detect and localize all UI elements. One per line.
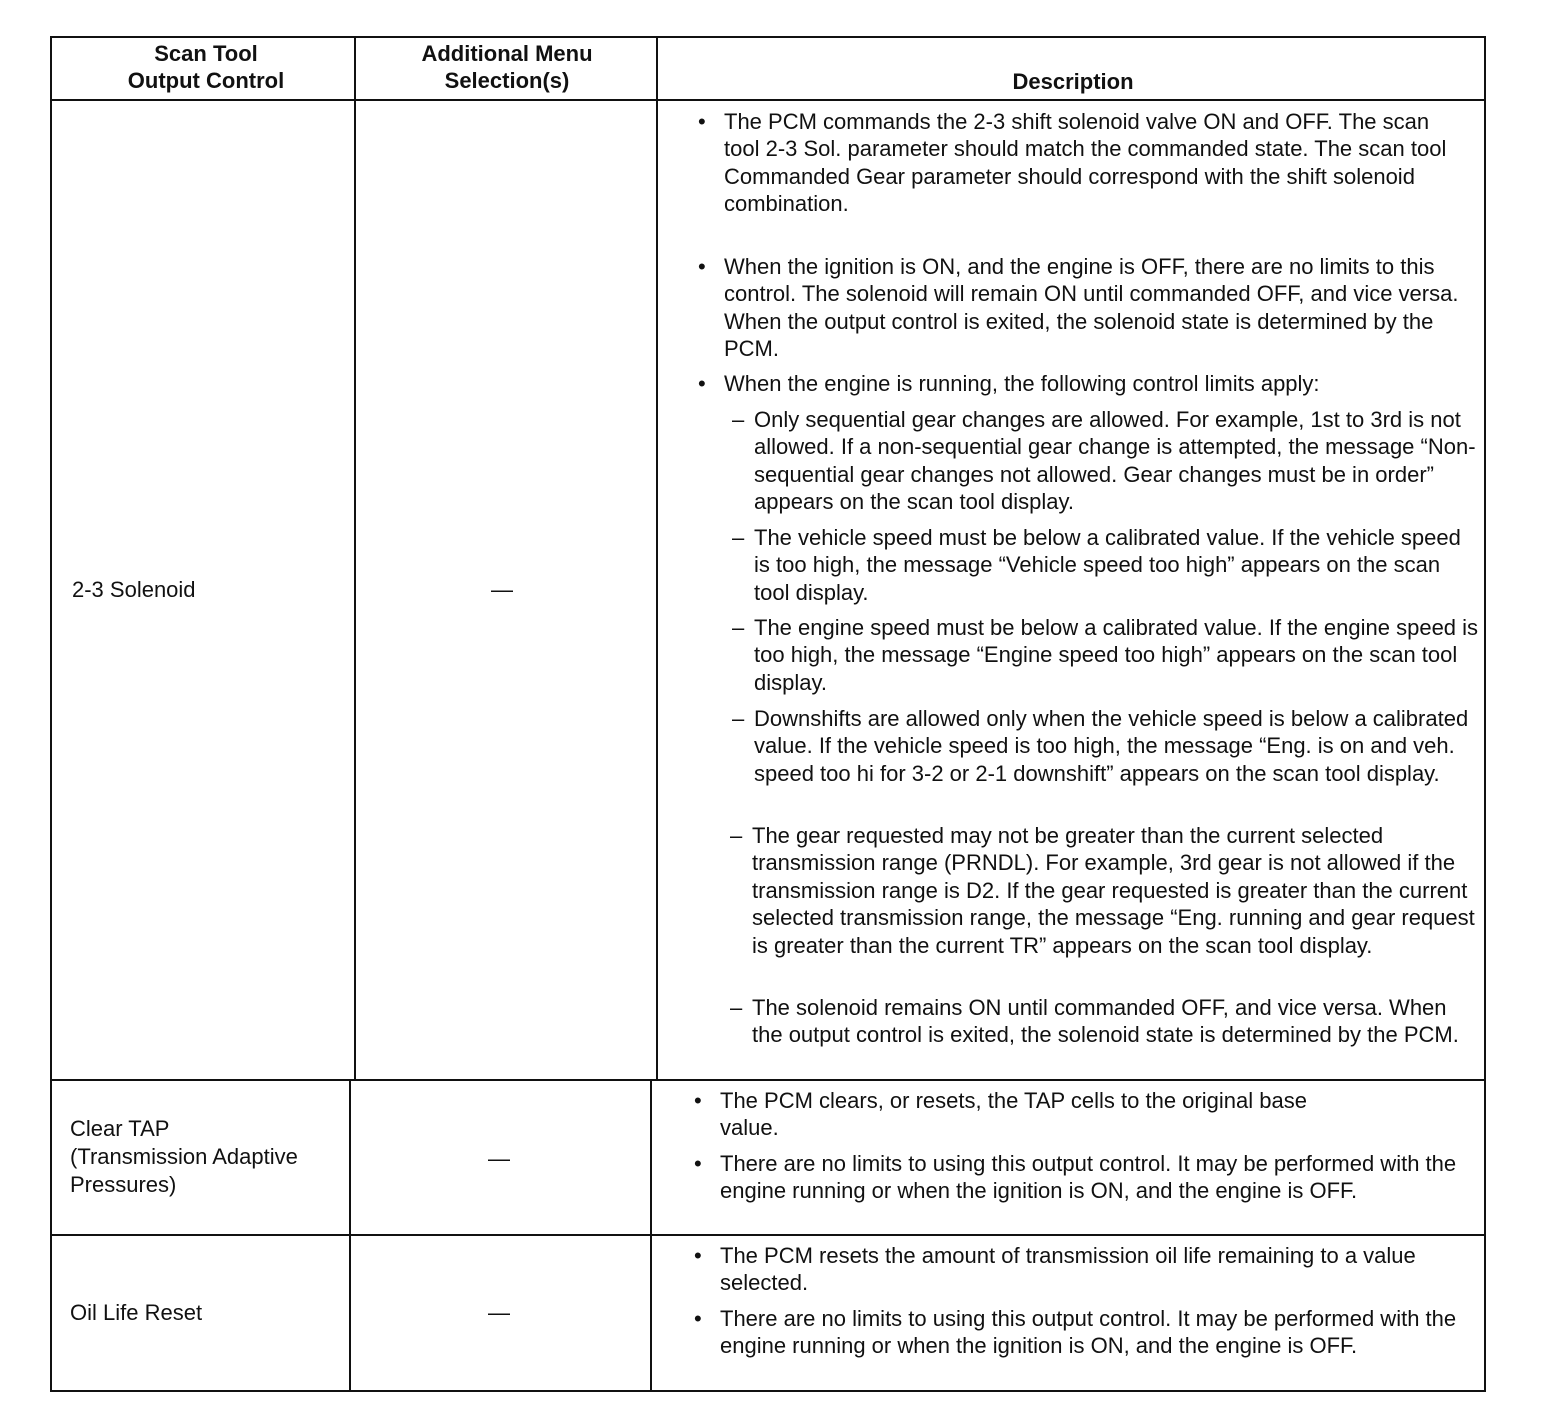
bullet-text: There are no limits to using this output control. It may be performed with the engine running or when the ignition is ON, and the engine is OFF. <box>720 1151 1457 1204</box>
dash-mark: – <box>732 615 745 640</box>
header-scan-tool-output-control: Scan Tool Output Control <box>127 41 285 93</box>
row-oil-life-reset-bullet-1 <box>694 1242 1470 1297</box>
row-clear-tap-control: Clear TAP (Transmission Adaptive Pressures) <box>70 1116 298 1197</box>
dash-mark: – <box>730 995 743 1020</box>
dash-mark: – <box>730 823 743 848</box>
subitem-text: The solenoid remains ON until commanded OFF, and vice versa. When the output control is exited, the solenoid state is determined by the PCM. <box>752 995 1459 1048</box>
header-divider <box>50 99 1486 101</box>
subitem-text: Downshifts are allowed only when the vehicle speed is below a calibrated value. If the vehicle speed is too high, the message “Eng. is on and veh. speed too hi for 3-2 or 2-1 downshift” appears on the scan tool display. <box>754 706 1469 786</box>
bullet-text: The PCM resets the amount of transmission oil life remaining to a value selected. <box>720 1243 1416 1296</box>
subitem-text: The engine speed must be below a calibrated value. If the engine speed is too high, the message “Engine speed too high” appears on the scan tool display. <box>754 615 1479 695</box>
header-additional-menu-selections: Additional Menu Selection(s) <box>421 41 593 93</box>
row-clear-tap-selection: — <box>488 1146 510 1171</box>
row-2-3-solenoid-subitem-6 <box>730 994 1480 1049</box>
row-divider-2 <box>50 1234 1486 1236</box>
column-divider-2 <box>650 1080 652 1392</box>
row-clear-tap-bullet-1 <box>694 1087 1344 1142</box>
row-oil-life-reset-bullet-2 <box>694 1305 1474 1360</box>
row-2-3-solenoid-bullet-3 <box>698 370 1478 397</box>
row-2-3-solenoid-subitem-3 <box>732 614 1480 696</box>
bullet-text: The PCM clears, or resets, the TAP cells to the original base value. <box>720 1088 1307 1141</box>
bullet-text: When the engine is running, the following control limits apply: <box>724 371 1320 396</box>
bullet-text: The PCM commands the 2-3 shift solenoid valve ON and OFF. The scan tool 2-3 Sol. parameter should match the commanded state. The scan tool Commanded Gear parameter should correspond with the shift solenoid combination. <box>724 109 1447 217</box>
row-2-3-solenoid-bullet-1 <box>698 108 1468 218</box>
column-divider-1 <box>354 36 356 100</box>
row-oil-life-reset-selection: — <box>488 1300 510 1325</box>
row-oil-life-reset-control: Oil Life Reset <box>70 1300 203 1325</box>
bullet-mark: • <box>698 254 706 279</box>
dash-mark: – <box>732 706 745 731</box>
bullet-mark: • <box>698 109 706 134</box>
bullet-mark: • <box>694 1306 702 1331</box>
column-divider-2 <box>656 36 658 1080</box>
bullet-mark: • <box>694 1088 702 1113</box>
row-2-3-solenoid-bullet-2 <box>698 253 1478 363</box>
column-divider-1 <box>349 1080 351 1392</box>
row-2-3-solenoid-subitem-4 <box>732 705 1480 787</box>
bullet-text: When the ignition is ON, and the engine is OFF, there are no limits to this control. The solenoid will remain ON until commanded OFF, and vice versa. When the output control is exited, the solenoid state is determined by the PCM. <box>724 254 1459 362</box>
subitem-text: Only sequential gear changes are allowed. For example, 1st to 3rd is not allowed. If a non-sequential gear change is attempted, the message “Non-sequential gear changes not allowed. Gear changes must be in order” appears on the scan tool display. <box>754 407 1476 515</box>
bullet-text: There are no limits to using this output control. It may be performed with the engine running or when the ignition is ON, and the engine is OFF. <box>720 1306 1457 1359</box>
row-clear-tap-bullet-2 <box>694 1150 1474 1205</box>
header-description: Description <box>1012 69 1134 94</box>
row-2-3-solenoid-selection: — <box>491 577 513 602</box>
row-2-3-solenoid-control: 2-3 Solenoid <box>72 577 196 602</box>
row-divider-1 <box>50 1079 1486 1081</box>
row-2-3-solenoid-subitem-2 <box>732 524 1480 606</box>
subitem-text: The vehicle speed must be below a calibrated value. If the vehicle speed is too high, the message “Vehicle speed too high” appears on the scan tool display. <box>754 525 1461 605</box>
subitem-text: The gear requested may not be greater than the current selected transmission range (PRNDL). For example, 3rd gear is not allowed if the transmission range is D2. If the gear requested is greater than the current selected transmission range, the message “Eng. running and gear request is greater than the current TR” appears on the scan tool display. <box>752 823 1475 958</box>
bullet-mark: • <box>694 1151 702 1176</box>
dash-mark: – <box>732 525 745 550</box>
row-2-3-solenoid-subitem-1 <box>732 406 1480 516</box>
column-divider-1 <box>354 100 356 1080</box>
dash-mark: – <box>732 407 745 432</box>
row-2-3-solenoid-subitem-5 <box>730 822 1480 959</box>
bullet-mark: • <box>698 371 706 396</box>
bullet-mark: • <box>694 1243 702 1268</box>
